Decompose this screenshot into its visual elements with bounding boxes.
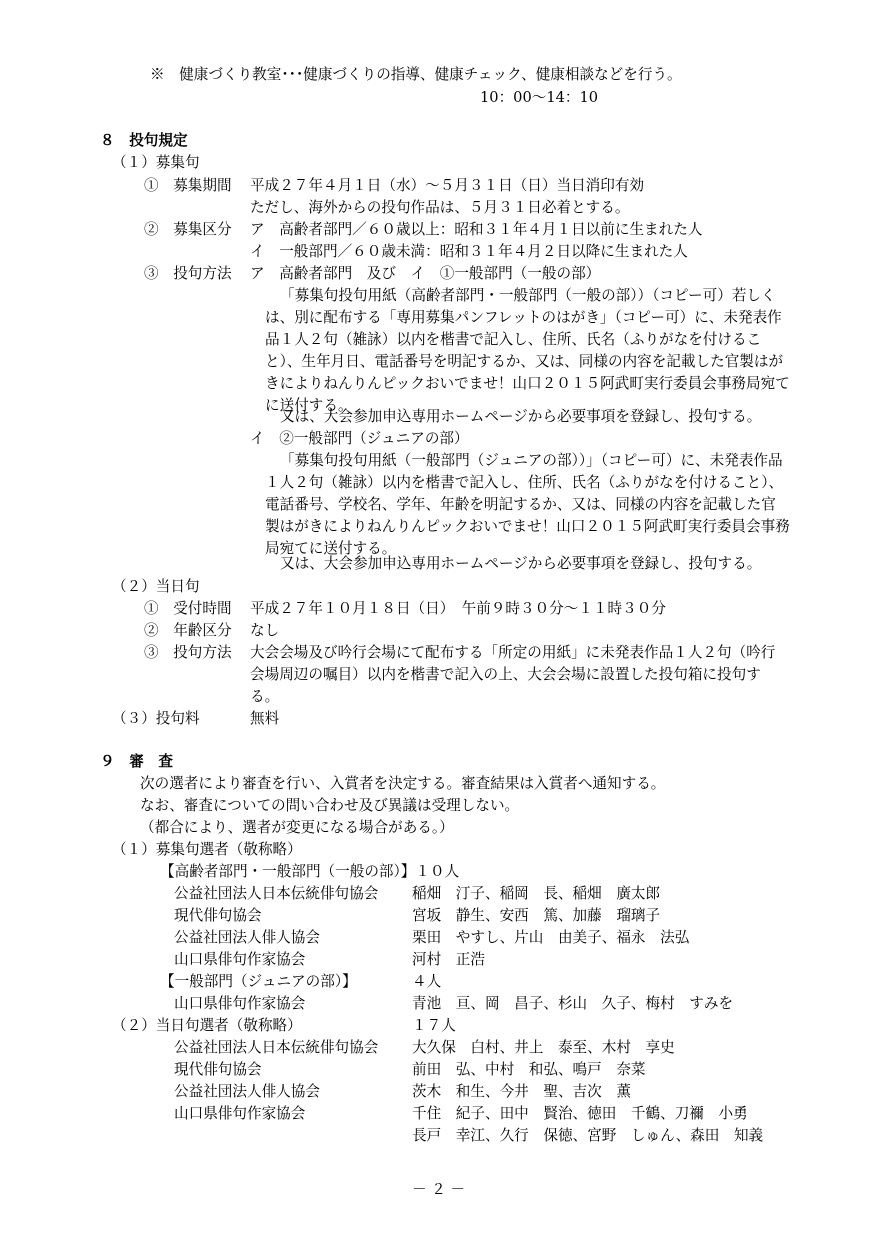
kubun-i: イ 一般部門／６０歳未満：昭和３１年４月２日以降に生まれた人 (250, 243, 688, 260)
tojitsu-judges-label: （２）当日句選者（敬称略） (112, 1017, 302, 1034)
judge-org: 山口県俳句作家協会 (174, 951, 306, 968)
judge-org: 現代俳句協会 (174, 1061, 262, 1078)
judge-org: 公益社団法人俳人協会 (174, 929, 320, 946)
boshu-judges-label: （１）募集句選者（敬称略） (112, 841, 302, 858)
judge-names: 大久保 白村、井上 泰至、木村 享史 (412, 1039, 675, 1056)
kubun-a: ア 高齢者部門／６０歳以上：昭和３１年４月１日以前に生まれた人 (250, 221, 703, 238)
tojitsu-method-text: 大会会場及び吟行会場にて配布する「所定の用紙」に未発表作品１人２句（吟行会場周辺の嘱目）以内を楷書で記入の上、大会会場に設置した投句箱に投句する。 (250, 644, 776, 705)
period-note: ただし、海外からの投句作品は、５月３１日必着とする。 (250, 199, 630, 216)
method-a-body: 「募集句投句用紙（高齢者部門・一般部門（一般の部））（コピー可）若しくは、別に配布する「専用募集パンフレットのはがき」（コピー可）に、未発表作品１人２句（雑詠）以内を楷書で記入し、住所、氏名（ふりがなを付けること）、生年月日、電話番号を明記するか、又は、同様の内容を記載した官製はがきによりねんりんピックおいでませ！山口２０１５阿武町実行委員会事務局宛てに送付する。 (265, 287, 790, 414)
boshu-label: （１）募集句 (112, 154, 200, 171)
fee-label: （３）投句料 (112, 710, 200, 727)
judge-org: 現代俳句協会 (174, 907, 262, 924)
period-text: 平成２７年４月１日（水）～５月３１日（日）当日消印有効 (250, 177, 645, 194)
method-i-web: 又は、大会参加申込専用ホームページから必要事項を登録し、投句する。 (280, 555, 762, 572)
judge-org: 公益社団法人俳人協会 (174, 1083, 320, 1100)
judge-names: 茨木 和生、今井 聖、吉次 薫 (412, 1083, 631, 1100)
tojitsu-label: （２）当日句 (112, 578, 200, 595)
age-text: なし (250, 622, 280, 639)
method-a-web: 又は、大会参加申込専用ホームページから必要事項を登録し、投句する。 (280, 408, 762, 425)
judge-names-extra: 長戸 幸江、久行 保徳、宮野 しゅん、森田 知義 (412, 1127, 764, 1144)
judge-org: 公益社団法人日本伝統俳句協会 (174, 1039, 379, 1056)
time-text: 平成２７年１０月１８日（日） 午前９時３０分～１１時３０分 (250, 600, 666, 617)
page-number: － ２ － (412, 1181, 466, 1198)
tojitsu-method-label: ③ 投句方法 (144, 644, 232, 661)
method-i-body: 「募集句投句用紙（一般部門（ジュニアの部））」（コピー可）に、未発表作品１人２句（雑詠）以内を楷書で記入し、住所、氏名（ふりがなを付けること）、電話番号、学校名、学年、年齢を明記するか、又は、同様の内容を記載した官製はがきによりねんりんピックおいでませ！山口２０１５阿武町実行委員会事務局宛てに送付する。 (265, 452, 790, 557)
method-a-head: ア 高齢者部門 及び イ ①一般部門（一般の部） (250, 265, 601, 282)
judge-org: 公益社団法人日本伝統俳句協会 (174, 885, 379, 902)
judge-names: 千住 紀子、田中 賢治、徳田 千鶴、刀禰 小勇 (412, 1105, 748, 1122)
group2-count: ４人 (412, 973, 442, 990)
method-i-head: イ ②一般部門（ジュニアの部） (250, 430, 469, 447)
age-label: ② 年齢区分 (144, 622, 232, 639)
judge-names: 青池 亘、岡 昌子、杉山 久子、梅村 すみを (412, 995, 734, 1012)
section9-title: ９ 審 査 (100, 753, 173, 770)
fee-text: 無料 (250, 710, 280, 727)
judge-names: 稲畑 汀子、稲岡 長、稲畑 廣太郎 (412, 885, 661, 902)
section8-title: ８ 投句規定 (100, 132, 188, 149)
group1-label: 【高齢者部門・一般部門（一般の部）】１０人 (160, 863, 460, 880)
intro-note: ※ 健康づくり教室･･･健康づくりの指導、健康チェック、健康相談などを行う。 (150, 66, 682, 83)
section9-line3: （都合により、選者が変更になる場合がある。） (140, 819, 454, 836)
section9-line2: なお、審査についての問い合わせ及び異議は受理しない。 (140, 797, 520, 814)
intro-time: 10：00～14：10 (480, 89, 599, 106)
period-label: ① 募集期間 (144, 177, 232, 194)
section9-line1: 次の選者により審査を行い、入賞者を決定する。審査結果は入賞者へ通知する。 (140, 775, 666, 792)
judge-names: 河村 正浩 (412, 951, 485, 968)
kubun-label: ② 募集区分 (144, 221, 232, 238)
time-label: ① 受付時間 (144, 600, 232, 617)
judge-names: 宮坂 静生、安西 篤、加藤 瑠璃子 (412, 907, 661, 924)
judge-names: 栗田 やすし、片山 由美子、福永 法弘 (412, 929, 690, 946)
group2-label: 【一般部門（ジュニアの部）】 (160, 973, 357, 990)
judge-org: 山口県俳句作家協会 (174, 995, 306, 1012)
tojitsu-judges-count: １７人 (412, 1017, 456, 1034)
judge-names: 前田 弘、中村 和弘、鳴戸 奈菜 (412, 1061, 646, 1078)
judge-org: 山口県俳句作家協会 (174, 1105, 306, 1122)
method-label: ③ 投句方法 (144, 265, 232, 282)
